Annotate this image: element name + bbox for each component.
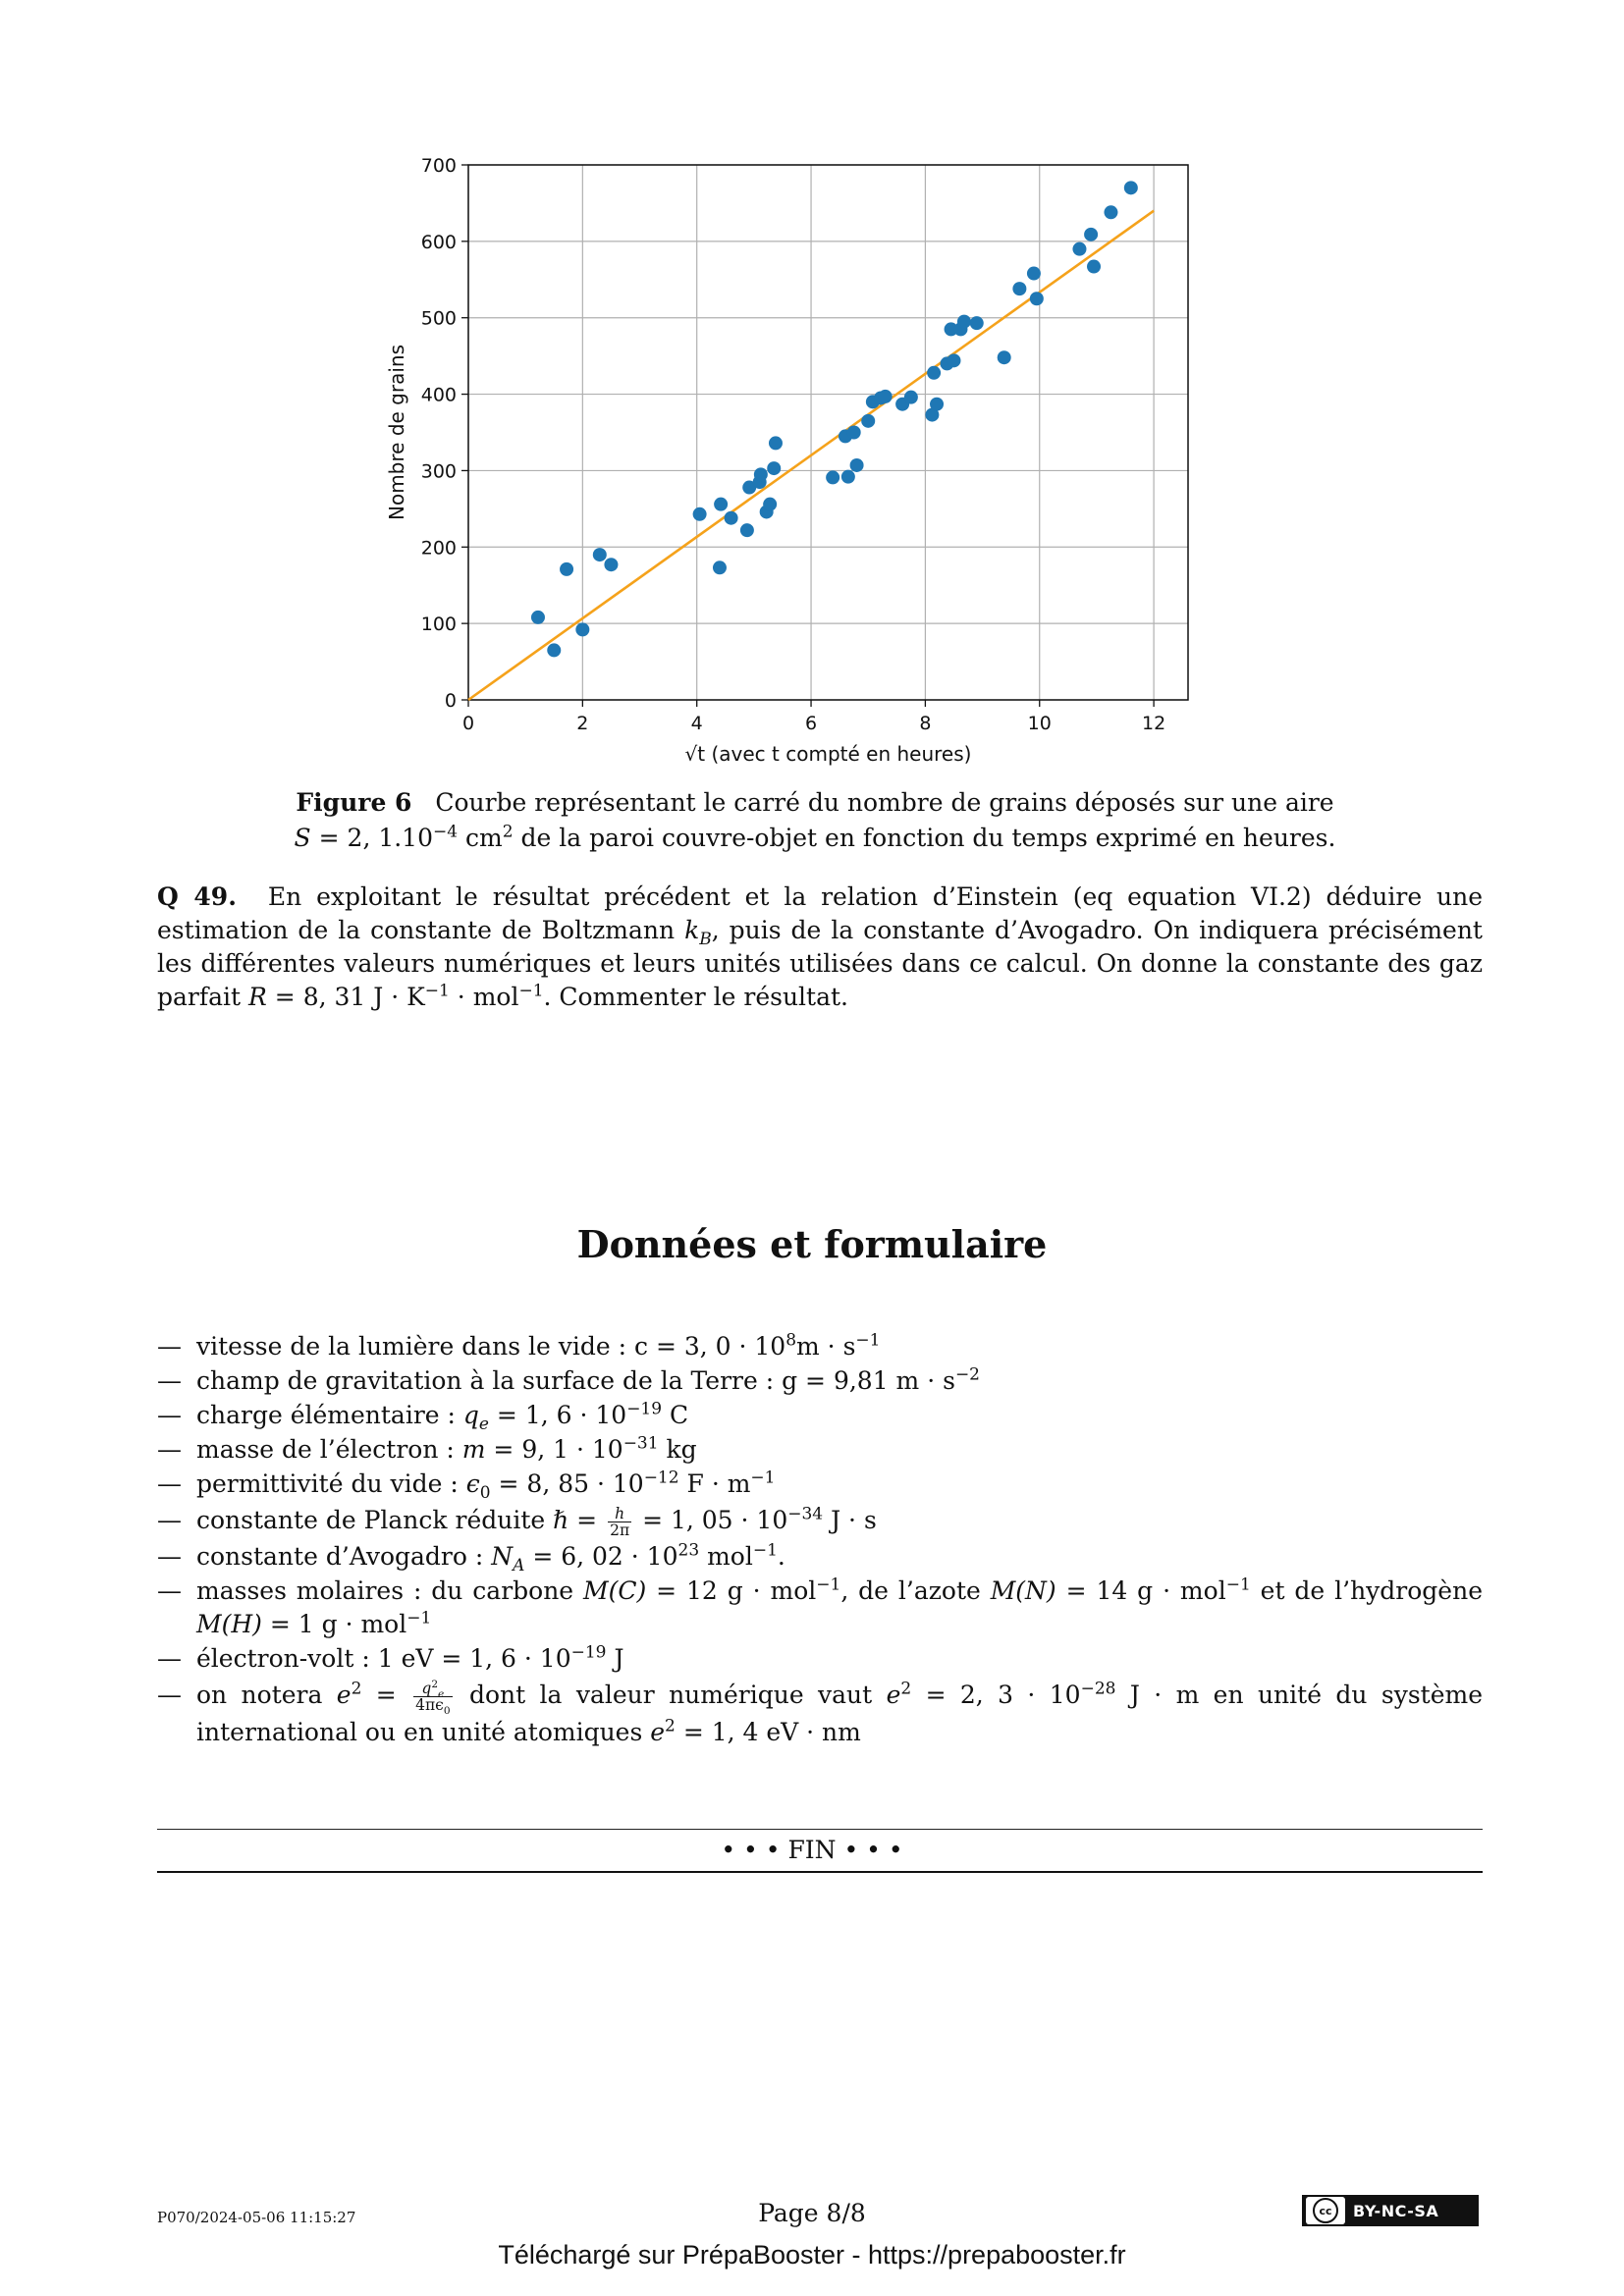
x-tick-label: 8 (919, 713, 932, 734)
page-number: Page 8/8 (758, 2199, 866, 2227)
x-tick-label: 12 (1142, 713, 1166, 734)
x-tick-label: 2 (576, 713, 589, 734)
x-tick-label: 10 (1027, 713, 1052, 734)
y-tick-label: 300 (420, 460, 457, 483)
molar-mc-val: = 12 g · mol (646, 1576, 817, 1605)
eps-symbol: ϵ (465, 1469, 480, 1498)
license-badge (1302, 2195, 1479, 2226)
molar-mn-val: = 14 g · mol (1056, 1576, 1226, 1605)
molar-exp: −1 (816, 1575, 841, 1595)
data-point (693, 507, 707, 521)
data-point (740, 523, 754, 537)
na-text: constante d’Avogadro : (196, 1542, 492, 1571)
license-text: BY-NC-SA (1353, 2201, 1439, 2220)
hbar-unit: J · s (823, 1506, 877, 1534)
data-point (850, 458, 864, 472)
na-end: . (777, 1542, 785, 1571)
data-point (763, 498, 777, 511)
na-value: = 6, 02 · 10 (524, 1542, 678, 1571)
ev-unit: J (606, 1644, 624, 1673)
bottom-rule (157, 1871, 1483, 1873)
question-text-a: En exploitant le résultat précédent et la relation d’Einstein (eq equation VI.2) déduire une estimation de la constante de Boltzmann (157, 882, 1483, 944)
data-point (547, 643, 561, 657)
data-point (1084, 228, 1098, 241)
list-item (157, 1330, 1483, 1363)
me-unit: kg (658, 1435, 697, 1464)
eps-text: permittivité du vide : (196, 1469, 466, 1498)
y-tick-label: 400 (420, 384, 457, 406)
eps-exp2: −1 (750, 1468, 776, 1488)
figure-label: Figure 6 (296, 788, 412, 817)
list-item (157, 1399, 1483, 1432)
data-point (593, 548, 607, 561)
x-tick-label: 4 (690, 713, 703, 734)
y-tick-label: 500 (420, 307, 457, 330)
e2-symbol: e (336, 1681, 352, 1709)
hbar-num: h (608, 1506, 631, 1522)
ev-exp: −19 (570, 1642, 607, 1663)
e2-den: 4πϵ (415, 1696, 444, 1714)
data-point (754, 467, 768, 481)
data-point (1072, 242, 1086, 256)
y-tick-label: 0 (444, 690, 457, 712)
cc-icon (1306, 2197, 1345, 2224)
kb-sub: B (699, 930, 712, 949)
y-axis-label: Nombre de grains (385, 344, 408, 521)
list-dash: — (157, 1401, 182, 1429)
y-tick-label: 100 (420, 614, 457, 636)
caption-unit: cm (465, 824, 503, 852)
list-dash: — (157, 1506, 182, 1534)
data-point (725, 511, 738, 525)
question-number: Q 49. (157, 882, 237, 911)
eps-value: = 8, 85 · 10 (490, 1469, 644, 1498)
eps-sub: 0 (479, 1483, 491, 1503)
list-dash: — (157, 1542, 182, 1571)
qe-text: charge élémentaire : (196, 1401, 463, 1429)
data-point (947, 353, 960, 367)
e2-fraction (413, 1678, 452, 1718)
molar-mid: , de l’azote (840, 1576, 991, 1605)
data-point (847, 426, 861, 440)
data-point (957, 315, 971, 329)
list-dash: — (157, 1435, 182, 1464)
molar-text: masses molaires : du carbone (196, 1576, 583, 1605)
eps-unit: F · m (678, 1469, 751, 1498)
caption-unit-exp: 2 (502, 822, 514, 842)
data-point (927, 366, 941, 380)
caption-line1: Courbe représentant le carré du nombre de grains déposés sur une aire (435, 788, 1334, 817)
caption-value: = 2, 1.10 (318, 824, 433, 852)
e2-unit: J · m en unité du système international ou en unité atomiques (196, 1681, 1483, 1746)
r-mid: · mol (449, 983, 519, 1011)
list-item (157, 1468, 1483, 1501)
caption-rest: de la paroi couvre-objet en fonction du temps exprimé en heures. (520, 824, 1336, 852)
list-dash: — (157, 1469, 182, 1498)
list-item (157, 1677, 1483, 1751)
na-sub: A (513, 1556, 525, 1575)
molar-mh: M(H) (196, 1610, 262, 1638)
question-49 (157, 881, 1483, 1014)
y-tick-label: 600 (420, 231, 457, 253)
list-item (157, 1364, 1483, 1398)
data-point (1124, 181, 1138, 194)
top-rule (157, 1829, 1483, 1830)
caption-symbol: S (294, 824, 311, 852)
data-point (713, 561, 727, 574)
data-point (861, 414, 875, 428)
eps-exp: −12 (643, 1468, 679, 1488)
data-point (1027, 267, 1041, 281)
list-dash: — (157, 1576, 182, 1605)
hbar-exp: −34 (787, 1504, 824, 1524)
me-symbol: m (461, 1435, 486, 1464)
data-point (531, 611, 545, 624)
molar-exp: −1 (1225, 1575, 1251, 1595)
e2-value: = 2, 3 · 10 (911, 1681, 1081, 1709)
na-exp: 23 (677, 1540, 700, 1561)
data-point (714, 498, 728, 511)
r-exp2: −1 (518, 981, 544, 1001)
chart-labels (385, 155, 1165, 766)
ev-text: électron-volt : 1 eV = 1, 6 · 10 (196, 1644, 571, 1673)
na-unit: mol (699, 1542, 753, 1571)
c-exp: 8 (785, 1330, 797, 1351)
data-point (826, 470, 839, 484)
list-item (157, 1540, 1483, 1574)
e2-symbol-3: e (650, 1718, 666, 1746)
e2-sq-3: 2 (665, 1716, 676, 1736)
data-point (575, 622, 589, 636)
data-point (604, 558, 618, 571)
e2-value-2: = 1, 4 eV · nm (675, 1718, 861, 1746)
data-point (1104, 205, 1117, 219)
data-point (879, 390, 893, 403)
molar-mh-val: = 1 g · mol (261, 1610, 407, 1638)
fin-marker: • • • FIN • • • (721, 1836, 903, 1864)
hbar-eq: = (568, 1506, 606, 1534)
e2-eq: = (361, 1681, 411, 1709)
e2-mid: dont la valeur numérique vaut (455, 1681, 887, 1709)
me-value: = 9, 1 · 10 (485, 1435, 623, 1464)
x-axis-label: √t (avec t compté en heures) (684, 742, 972, 766)
na-exp2: −1 (752, 1540, 778, 1561)
x-tick-label: 0 (461, 713, 475, 734)
question-text-b: , puis de la constante d’Avogadro. On indiquera précisément les différentes valeurs numériques et leurs unités utilisées dans ce calcul. On donne la constante des gaz parfait (157, 916, 1483, 1011)
data-point (560, 562, 573, 576)
y-tick-label: 700 (420, 155, 457, 177)
list-dash: — (157, 1366, 182, 1395)
e2-sq-2: 2 (900, 1679, 912, 1699)
data-point (1087, 260, 1101, 274)
g-exp: −2 (954, 1364, 980, 1385)
list-dash: — (157, 1681, 182, 1709)
data-point (998, 350, 1011, 364)
document-id: P070/2024-05-06 11:15:27 (157, 2209, 356, 2226)
molar-mc: M(C) (583, 1576, 647, 1605)
caption-exp: −4 (433, 822, 459, 842)
e2-den-sub: 0 (443, 1705, 451, 1718)
g-text: champ de gravitation à la surface de la Terre : g = 9,81 m · s (196, 1366, 955, 1395)
data-point (904, 391, 918, 404)
r-symbol: R (248, 983, 267, 1011)
list-dash: — (157, 1332, 182, 1361)
hbar-value: = 1, 05 · 10 (634, 1506, 788, 1534)
list-item (157, 1433, 1483, 1467)
list-item (157, 1502, 1483, 1539)
e2-num-sup: 2 (431, 1678, 439, 1690)
r-exp1: −1 (424, 981, 450, 1001)
data-point (1030, 292, 1044, 305)
e2-num-sub: e (438, 1687, 445, 1700)
list-item (157, 1575, 1483, 1641)
data-point (769, 436, 783, 450)
molar-mid2: et de l’hydrogène (1250, 1576, 1483, 1605)
data-point (970, 316, 984, 330)
scatter-chart (373, 147, 1218, 775)
hbar-symbol: ℏ (553, 1506, 569, 1534)
x-tick-label: 6 (805, 713, 818, 734)
molar-exp: −1 (406, 1608, 432, 1629)
kb-symbol: k (684, 916, 700, 944)
e2-sq: 2 (351, 1679, 362, 1699)
figure-caption (157, 785, 1473, 856)
hbar-fraction (608, 1506, 631, 1539)
data-point (1012, 282, 1026, 295)
list-dash: — (157, 1644, 182, 1673)
me-exp: −31 (623, 1433, 659, 1454)
me-text: masse de l’électron : (196, 1435, 462, 1464)
download-link[interactable]: Téléchargé sur PrépaBooster - https://prepabooster.fr (498, 2240, 1126, 2269)
qe-exp: −19 (626, 1399, 663, 1419)
question-text-c: . Commenter le résultat. (543, 983, 848, 1011)
data-point (767, 461, 781, 475)
e2-text: on notera (196, 1681, 337, 1709)
y-tick-label: 200 (420, 537, 457, 560)
na-symbol: N (491, 1542, 514, 1571)
data-points (531, 181, 1138, 657)
section-title: Données et formulaire (576, 1222, 1048, 1266)
qe-unit: C (662, 1401, 689, 1429)
c-unit: m · s (796, 1332, 856, 1361)
qe-value: = 1, 6 · 10 (488, 1401, 627, 1429)
c-exp2: −1 (855, 1330, 881, 1351)
data-list (157, 1330, 1483, 1752)
qe-symbol: q (462, 1401, 479, 1429)
qe-sub: e (478, 1415, 489, 1434)
c-text: vitesse de la lumière dans le vide : c = 3, 0 · 10 (196, 1332, 786, 1361)
molar-mn: M(N) (990, 1576, 1056, 1605)
data-point (930, 398, 944, 411)
e2-exp: −28 (1080, 1679, 1116, 1699)
data-point (841, 470, 855, 484)
cc-text: cc (1313, 2198, 1338, 2223)
list-item (157, 1642, 1483, 1676)
e2-symbol-2: e (886, 1681, 901, 1709)
hbar-den: 2π (610, 1522, 630, 1539)
hbar-text: constante de Planck réduite (196, 1506, 554, 1534)
r-value: = 8, 31 J · K (274, 983, 425, 1011)
e2-num: q (421, 1679, 432, 1697)
